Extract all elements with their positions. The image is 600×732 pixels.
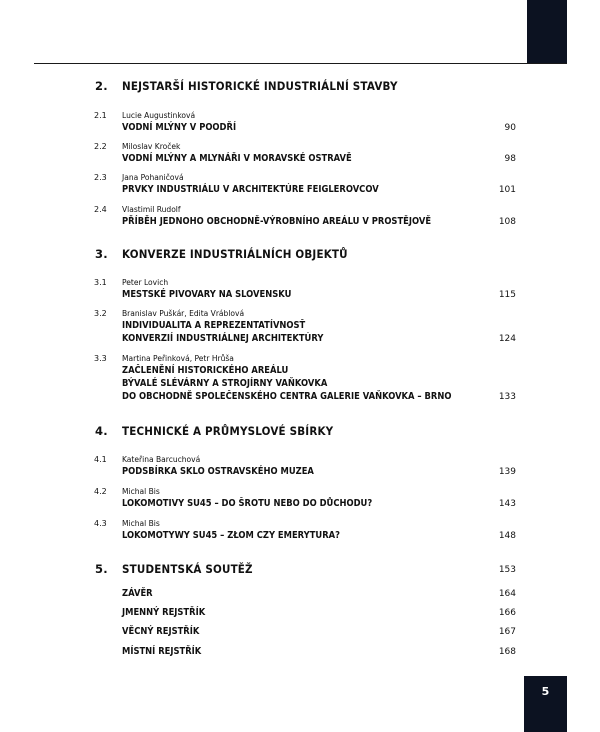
entry-author: Martina Peřinková, Petr Hrůša bbox=[122, 353, 234, 363]
entry-page: 90 bbox=[504, 123, 516, 133]
section-title: TECHNICKÉ A PRŮMYSLOVÉ SBÍRKY bbox=[122, 424, 334, 438]
section-number: 5. bbox=[95, 562, 108, 576]
entry-number: 2.3 bbox=[94, 173, 107, 182]
header-rule bbox=[34, 63, 567, 64]
backmatter-page: 164 bbox=[498, 589, 516, 599]
entry-title: VODNÍ MLÝNY A MLYNÁŘI V MORAVSKÉ OSTRAVĚ bbox=[122, 153, 352, 164]
entry-author: Lucie Augustinková bbox=[122, 110, 196, 120]
entry-number: 3.3 bbox=[94, 354, 107, 363]
entry-page: 108 bbox=[498, 217, 516, 227]
section-number: 2. bbox=[95, 79, 108, 93]
entry-author: Vlastimil Rudolf bbox=[122, 204, 181, 214]
entry-page: 115 bbox=[498, 290, 516, 300]
entry-title: VODNÍ MLÝNY V POODŘÍ bbox=[122, 122, 237, 133]
entry-title: KONVERZIÍ INDUSTRIÁLNEJ ARCHITEKTÚRY bbox=[122, 333, 324, 344]
entry-page: 98 bbox=[504, 154, 516, 164]
entry-author: Kateřina Barcuchová bbox=[122, 454, 201, 464]
entry-page: 139 bbox=[498, 467, 516, 477]
entry-title: LOKOMOTIVY SU45 – DO ŠROTU NEBO DO DŮCHODU? bbox=[122, 498, 373, 509]
corner-decoration bbox=[527, 0, 567, 64]
entry-title: ZAČLENĚNÍ HISTORICKÉHO AREÁLU bbox=[122, 365, 289, 376]
entry-author: Peter Lovich bbox=[122, 277, 169, 287]
entry-page: 124 bbox=[498, 334, 516, 344]
section-number: 4. bbox=[95, 424, 108, 438]
page-number: 5 bbox=[541, 685, 550, 698]
entry-number: 4.1 bbox=[94, 455, 107, 464]
entry-page: 133 bbox=[498, 392, 516, 402]
entry-author: Michal Bis bbox=[122, 486, 160, 496]
section-page: 153 bbox=[498, 565, 516, 575]
entry-title: PRVKY INDUSTRIÁLU V ARCHITEKTÚRE FEIGLEROVCOV bbox=[122, 184, 379, 195]
backmatter-title: VĚCNÝ REJSTŘÍK bbox=[122, 626, 200, 637]
backmatter-title: MÍSTNÍ REJSTŘÍK bbox=[122, 646, 202, 657]
entry-author: Michal Bis bbox=[122, 518, 160, 528]
backmatter-page: 167 bbox=[498, 627, 516, 637]
section-title: NEJSTARŠÍ HISTORICKÉ INDUSTRIÁLNÍ STAVBY bbox=[122, 79, 398, 93]
backmatter-page: 168 bbox=[498, 647, 516, 657]
entry-author: Miloslav Kroček bbox=[122, 141, 181, 151]
page-number-block bbox=[524, 676, 567, 732]
entry-title: DO OBCHODNĚ SPOLEČENSKÉHO CENTRA GALERIE VAŇKOVKA – BRNO bbox=[122, 391, 452, 402]
entry-number: 2.4 bbox=[94, 205, 107, 214]
entry-title: MESTSKÉ PIVOVARY NA SLOVENSKU bbox=[122, 289, 292, 300]
entry-title: INDIVIDUALITA A REPREZENTATÍVNOSŤ bbox=[122, 320, 306, 331]
entry-number: 4.2 bbox=[94, 487, 107, 496]
entry-page: 143 bbox=[498, 499, 516, 509]
entry-number: 3.2 bbox=[94, 309, 107, 318]
entry-page: 101 bbox=[498, 185, 516, 195]
entry-title: PŘÍBĚH JEDNOHO OBCHODNĚ-VÝROBNÍHO AREÁLU V PROSTĚJOVĚ bbox=[122, 216, 432, 227]
section-number: 3. bbox=[95, 247, 108, 261]
entry-number: 2.2 bbox=[94, 142, 107, 151]
entry-number: 4.3 bbox=[94, 519, 107, 528]
backmatter-title: ZÁVĚR bbox=[122, 588, 153, 599]
entry-title: PODSBÍRKA SKLO OSTRAVSKÉHO MUZEA bbox=[122, 466, 314, 477]
entry-page: 148 bbox=[498, 531, 516, 541]
entry-title: BÝVALÉ SLÉVÁRNY A STROJÍRNY VAŇKOVKA bbox=[122, 378, 328, 389]
backmatter-page: 166 bbox=[498, 608, 516, 618]
entry-author: Branislav Puškár, Edita Vráblová bbox=[122, 308, 245, 318]
entry-number: 3.1 bbox=[94, 278, 107, 287]
section-title: STUDENTSKÁ SOUTĚŽ bbox=[122, 562, 253, 576]
section-title: KONVERZE INDUSTRIÁLNÍCH OBJEKTŮ bbox=[122, 247, 348, 261]
entry-title: LOKOMOTYWY SU45 – ZŁOM CZY EMERYTURA? bbox=[122, 530, 340, 541]
entry-author: Jana Pohaničová bbox=[122, 172, 184, 182]
entry-number: 2.1 bbox=[94, 111, 107, 120]
backmatter-title: JMENNÝ REJSTŘÍK bbox=[122, 607, 206, 618]
